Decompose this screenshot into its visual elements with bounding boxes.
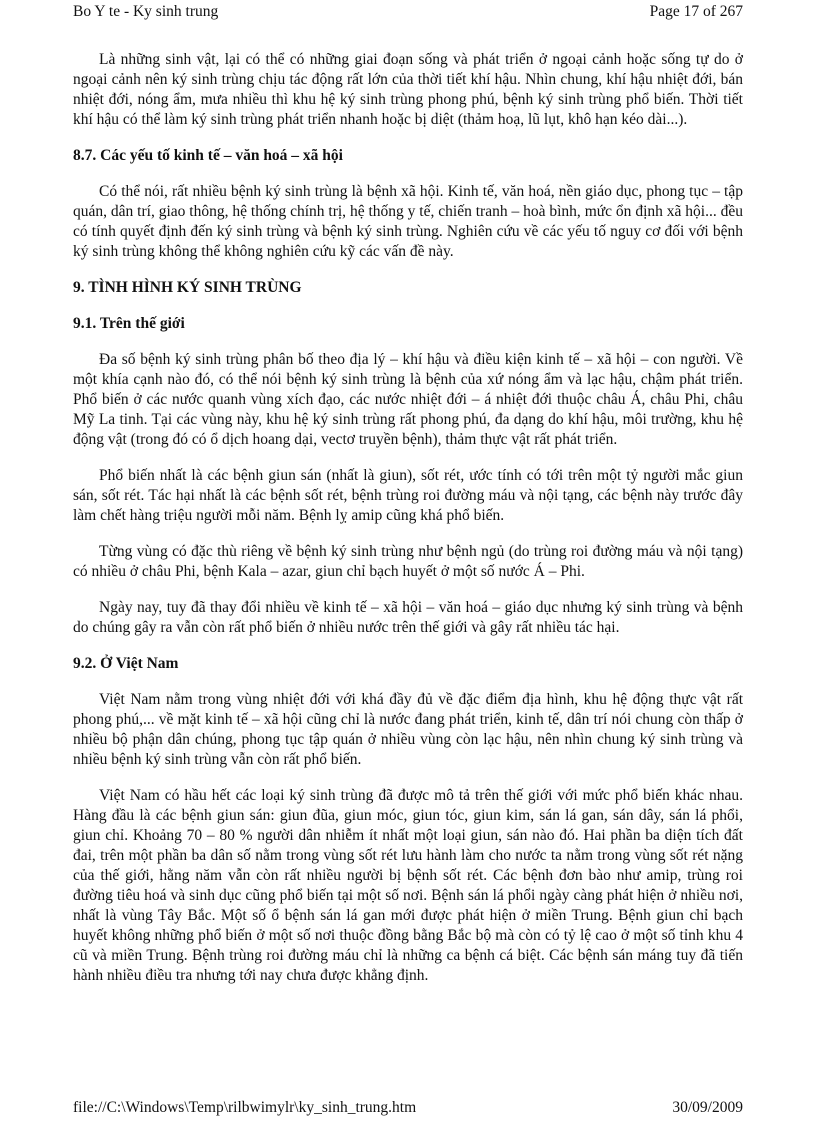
heading-9-1: 9.1. Trên thế giới — [73, 315, 185, 332]
paragraph-world-distribution: Đa số bệnh ký sinh trùng phân bố theo địa lý – khí hậu và điều kiện kinh tế – xã hội – con người. Về một khía cạnh nào đó, có thể nói bệnh ký sinh trùng là bệnh của xứ nóng ẩm và lạc hậu, chậm phát triển. Phổ biến ở các nước quanh vùng xích đạo, các nước nhiệt đới – á nhiệt đới thuộc châu Á, châu Phi, châu Mỹ La tinh. Tại các vùng này, khu hệ ký sinh trùng rất phong phú, đa dạng do khí hậu, môi trường, khu hệ động vật (trong đó có ổ dịch hoang dại, vectơ truyền bệnh), thảm thực vật rất phát triển. — [73, 351, 743, 448]
document-body — [73, 50, 743, 1002]
page-header — [73, 2, 743, 22]
paragraph-vietnam-details: Việt Nam có hầu hết các loại ký sinh trùng đã được mô tả trên thế giới với mức phổ biến khác nhau. Hàng đầu là các bệnh giun sán: giun đũa, giun móc, giun tóc, giun kim, sán lá gan, sán dây, sán lá phổi, giun chỉ. Khoảng 70 – 80 % người dân nhiễm ít nhất một loại giun, sán nào đó. Hai phần ba diện tích đất đai, trên một phần ba dân số nằm trong vùng sốt rét lưu hành làm cho nước ta nằm trong vùng sốt rét nặng của thế giới, hằng năm vẫn còn rất nhiều người bị bệnh sốt rét. Các bệnh đơn bào như amip, trùng roi đường tiêu hoá và sinh dục cũng phổ biến tại một số nơi. Bệnh sán lá phổi ngày càng phát hiện ở nhiều nơi, nhất là vùng Tây Bắc. Một số ổ bệnh sán lá gan mới được phát hiện ở miền Trung. Bệnh giun chỉ bạch huyết không những phổ biến ở một số nơi thuộc đồng bằng Bắc bộ mà còn có tỷ lệ cao ở một số tỉnh khu 4 cũ và miền Trung. Bệnh trùng roi đường máu chỉ là những ca bệnh cá biệt. Các bệnh sán máng tuy đã tiến hành nhiều điều tra nhưng tới nay chưa được khẳng định. — [73, 787, 743, 984]
heading-8-7: 8.7. Các yếu tố kinh tế – văn hoá – xã hội — [73, 147, 343, 164]
paragraph-world-regional: Từng vùng có đặc thù riêng về bệnh ký sinh trùng như bệnh ngủ (do trùng roi đường máu và nội tạng) có nhiều ở châu Phi, bệnh Kala – azar, giun chỉ bạch huyết ở một số nước Á – Phi. — [73, 543, 743, 580]
print-date: 30/09/2009 — [672, 1099, 743, 1116]
heading-9-2: 9.2. Ở Việt Nam — [73, 655, 179, 672]
heading-9: 9. TÌNH HÌNH KÝ SINH TRÙNG — [73, 279, 302, 296]
page-footer — [73, 1098, 743, 1118]
file-path: file://C:\Windows\Temp\rilbwimylr\ky_sinh_trung.htm — [73, 1099, 417, 1116]
paragraph-socioeconomic: Có thể nói, rất nhiều bệnh ký sinh trùng là bệnh xã hội. Kinh tế, văn hoá, nền giáo dục, phong tục – tập quán, dân trí, giao thông, hệ thống chính trị, hệ thống y tế, chiến tranh – hoà bình, mức ổn định xã hội... đều có tính quyết định đến ký sinh trùng và bệnh ký sinh trùng. Nghiên cứu về các yếu tố nguy cơ đối với bệnh ký sinh trùng không thể không nghiên cứu kỹ các vấn đề này. — [73, 183, 743, 260]
paragraph-world-today: Ngày nay, tuy đã thay đổi nhiều về kinh tế – xã hội – văn hoá – giáo dục nhưng ký sinh trùng và bệnh do chúng gây ra vẫn còn rất phổ biến ở nhiều nước trên thế giới và gây rất nhiều tác hại. — [73, 599, 743, 636]
document-title: Bo Y te - Ky sinh trung — [73, 3, 219, 20]
paragraph-world-common-diseases: Phổ biến nhất là các bệnh giun sán (nhất là giun), sốt rét, ước tính có tới trên một tỷ người mắc giun sán, sốt rét. Tác hại nhất là các bệnh sốt rét, bệnh trùng roi đường máu và nội tạng, các bệnh này trước đây làm chết hàng triệu người mỗi năm. Bệnh lỵ amip cũng khá phổ biến. — [73, 467, 743, 524]
paragraph-climate: Là những sinh vật, lại có thể có những giai đoạn sống và phát triển ở ngoại cảnh hoặc sống tự do ở ngoại cảnh nên ký sinh trùng chịu tác động rất lớn của thời tiết khí hậu. Nhìn chung, khí hậu nhiệt đới, bán nhiệt đới, nóng ẩm, mưa nhiều thì khu hệ ký sinh trùng phong phú, bệnh ký sinh trùng phổ biến. Thời tiết khí hậu có thể làm ký sinh trùng phát triển nhanh hoặc bị diệt (thảm hoạ, lũ lụt, khô hạn kéo dài...). — [73, 51, 743, 128]
paragraph-vietnam-overview: Việt Nam nằm trong vùng nhiệt đới với khá đầy đủ về đặc điểm địa hình, khu hệ động thực vật rất phong phú,... về mặt kinh tế – xã hội cũng chỉ là nước đang phát triển, kinh tế, dân trí nói chung còn thấp ở nhiều bộ phận dân chúng, phong tục tập quán ở nhiều vùng còn lạc hậu, nên nhìn chung ký sinh trùng và nhiều bệnh ký sinh trùng vẫn còn rất phổ biến. — [73, 691, 743, 768]
page-number: Page 17 of 267 — [649, 3, 743, 20]
